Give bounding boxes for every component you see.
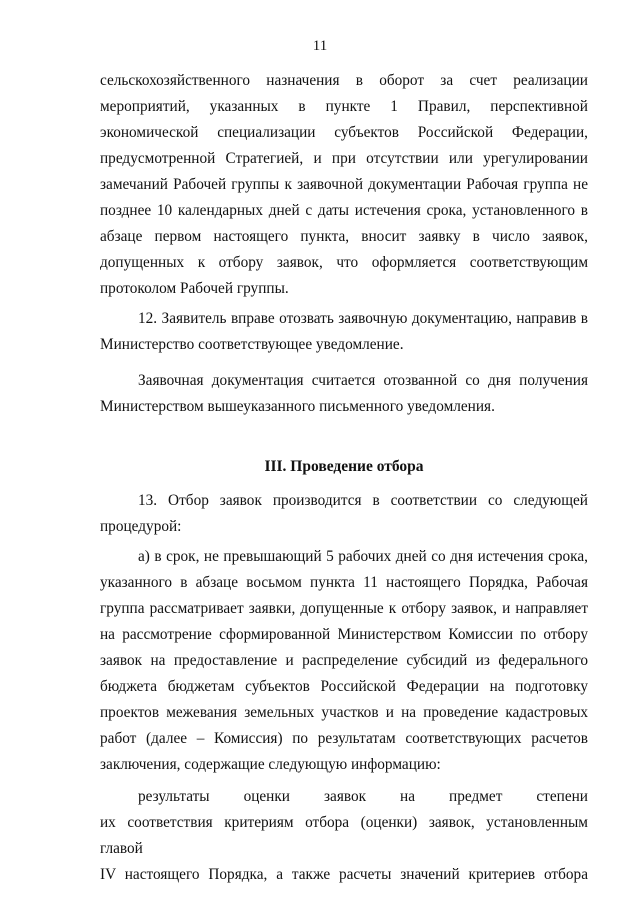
word: результаты xyxy=(138,788,210,805)
paragraph-13: 13. Отбор заявок производится в соответствии со следующей процедурой: xyxy=(100,492,588,535)
paragraph-13-a: а) в срок, не превышающий 5 рабочих дней со дня истечения срока, указанного в абзаце восьмом пункта 11 настоящего Порядка, Рабочая группа рассматривает заявки, допущенные к отбору заявок, и направляет на рассмотрение сформированной Министерством Комиссии по отбору заявок на предоставление и распределение субсидий из федерального бюджета бюджетам субъектов Российской Федерации на подготовку проектов межевания земельных участков и на проведение кадастровых работ (далее – Комиссия) по результатам соответствующих расчетов заключения, содержащие следующую информацию: xyxy=(100,548,588,773)
paragraph-results-line-2: их соответствия критериям отбора (оценки) заявок, установленным главой xyxy=(100,814,588,857)
word: заявок xyxy=(323,788,367,805)
paragraph-11-continuation: сельскохозяйственного назначения в оборот за счет реализации мероприятий, указанных в пункте 1 Правил, перспективной экономической специализации субъектов Российской Федерации, предусмотренной Стратегией, и при отсутствии или урегулировании замечаний Рабочей группы к заявочной документации Рабочая группа не позднее 10 календарных дней с даты истечения срока, установленного в абзаце первом настоящего пункта, вносит заявку в число заявок, допущенных к отбору заявок, что оформляется соответствующим протоколом Рабочей группы. xyxy=(100,72,588,297)
section-heading: III. Проведение отбора xyxy=(264,458,424,475)
word: предмет xyxy=(449,788,503,805)
paragraph-results-first-line xyxy=(100,784,588,810)
word: оценки xyxy=(243,788,290,805)
word: степени xyxy=(536,788,588,805)
document-body xyxy=(100,68,588,888)
page-number: 11 xyxy=(312,38,328,54)
word: на xyxy=(400,788,416,805)
paragraph-results-line-3: IV настоящего Порядка, а также расчеты значений критериев отбора xyxy=(100,866,588,883)
paragraph-12-second: Заявочная документация считается отозванной со дня получения Министерством вышеуказанного письменного уведомления. xyxy=(100,372,588,415)
paragraph-12: 12. Заявитель вправе отозвать заявочную документацию, направив в Министерство соответствующее уведомление. xyxy=(100,310,588,353)
